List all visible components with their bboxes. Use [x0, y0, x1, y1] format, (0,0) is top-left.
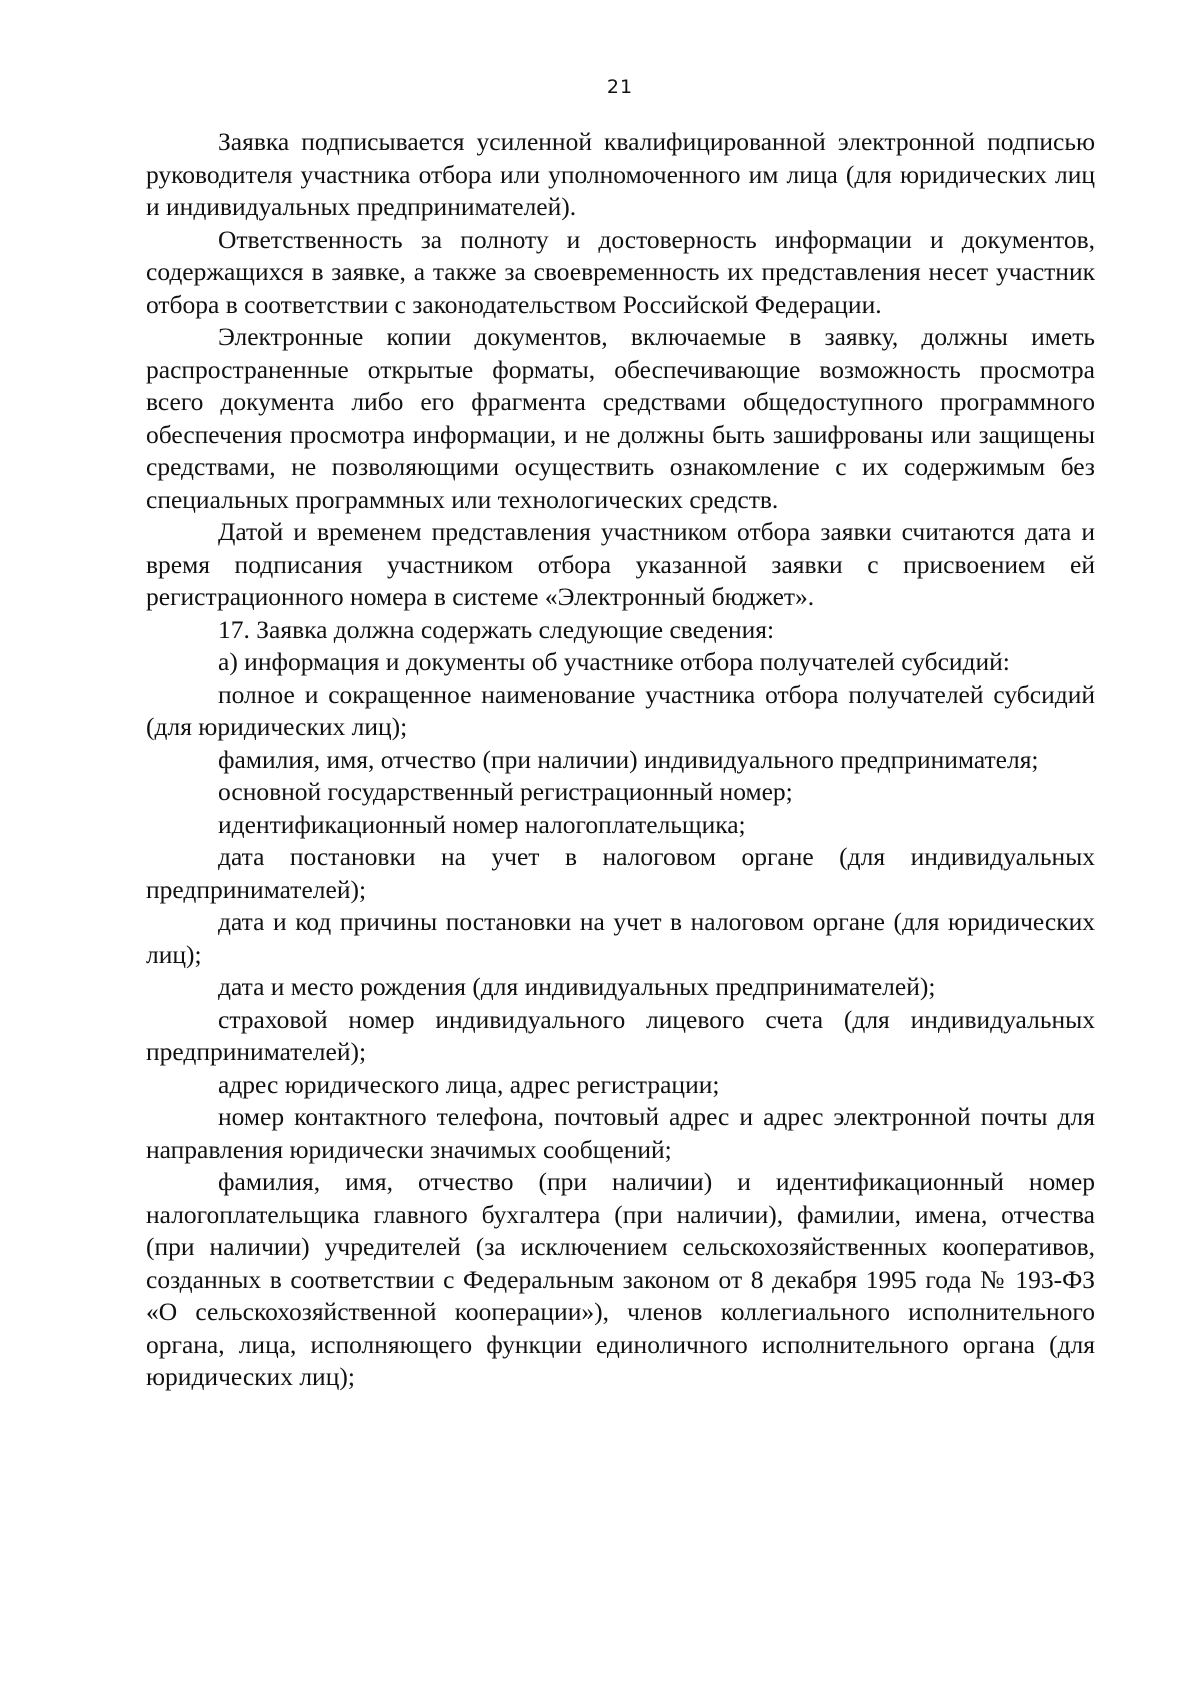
page-number: 21 — [606, 76, 634, 98]
document-body — [146, 126, 1095, 1394]
paragraph-electronic-copies: Электронные копии документов, включаемые в заявку, должны иметь распространенные открытые форматы, обеспечивающие возможность просмотра всего документа либо его фрагмента средствами общедоступного программного обеспечения просмотра информации, и не должны быть зашифрованы или защищены средствами, не позволяющими осуществить ознакомление с их содержимым без специальных программных или технологических средств. — [146, 322, 1095, 514]
paragraph-item-17: 17. Заявка должна содержать следующие сведения: — [218, 614, 775, 644]
paragraph-signature: Заявка подписывается усиленной квалифицированной электронной подписью руководителя участника отбора или уполномоченного им лица (для юридических лиц и индивидуальных предпринимателей). — [146, 127, 1095, 221]
list-item-tax-registration-date: дата постановки на учет в налоговом органе (для индивидуальных предпринимателей); — [146, 842, 1095, 904]
paragraph-subitem-a: а) информация и документы об участнике отбора получателей субсидий: — [218, 647, 1010, 676]
list-item-contacts: номер контактного телефона, почтовый адрес и адрес электронной почты для направления юридически значимых сообщений; — [146, 1102, 1095, 1164]
paragraph-responsibility: Ответственность за полноту и достоверность информации и документов, содержащихся в заявке, а также за своевременность их представления несет участник отбора в соответствии с законодательством Российской Федерации. — [146, 224, 1095, 319]
list-item-kpp: дата и код причины постановки на учет в налоговом органе (для юридических лиц); — [146, 907, 1095, 969]
list-item-birth: дата и место рождения (для индивидуальных предпринимателей); — [218, 972, 936, 1001]
list-item-full-name: полное и сокращенное наименование участника отбора получателей субсидий (для юридических лиц); — [146, 679, 1095, 741]
list-item-officers: фамилия, имя, отчество (при наличии) и идентификационный номер налогоплательщика главного бухгалтера (при наличии), фамилии, имена, отчества (при наличии) учредителей (за исключением сельскохозяйственных кооперативов, созданных в соответствии с Федеральным законом от 8 декабря 1995 года № 193-ФЗ «О сельскохозяйственной кооперации»), членов коллегиального исполнительного органа, лица, исполняющего функции единоличного исполнительного органа (для юридических лиц); — [146, 1167, 1095, 1391]
paragraph-submission-date: Датой и временем представления участником отбора заявки считаются дата и время подписания участником отбора указанной заявки с присвоением ей регистрационного номера в системе «Электронный бюджет». — [146, 517, 1095, 611]
list-item-entrepreneur-name: фамилия, имя, отчество (при наличии) индивидуального предпринимателя; — [218, 744, 1039, 774]
list-item-ogrn: основной государственный регистрационный номер; — [218, 777, 793, 806]
list-item-address: адрес юридического лица, адрес регистрации; — [218, 1069, 720, 1099]
list-item-inn: идентификационный номер налогоплательщика; — [218, 809, 746, 839]
list-item-snils: страховой номер индивидуального лицевого счета (для индивидуальных предпринимателей); — [146, 1004, 1095, 1066]
